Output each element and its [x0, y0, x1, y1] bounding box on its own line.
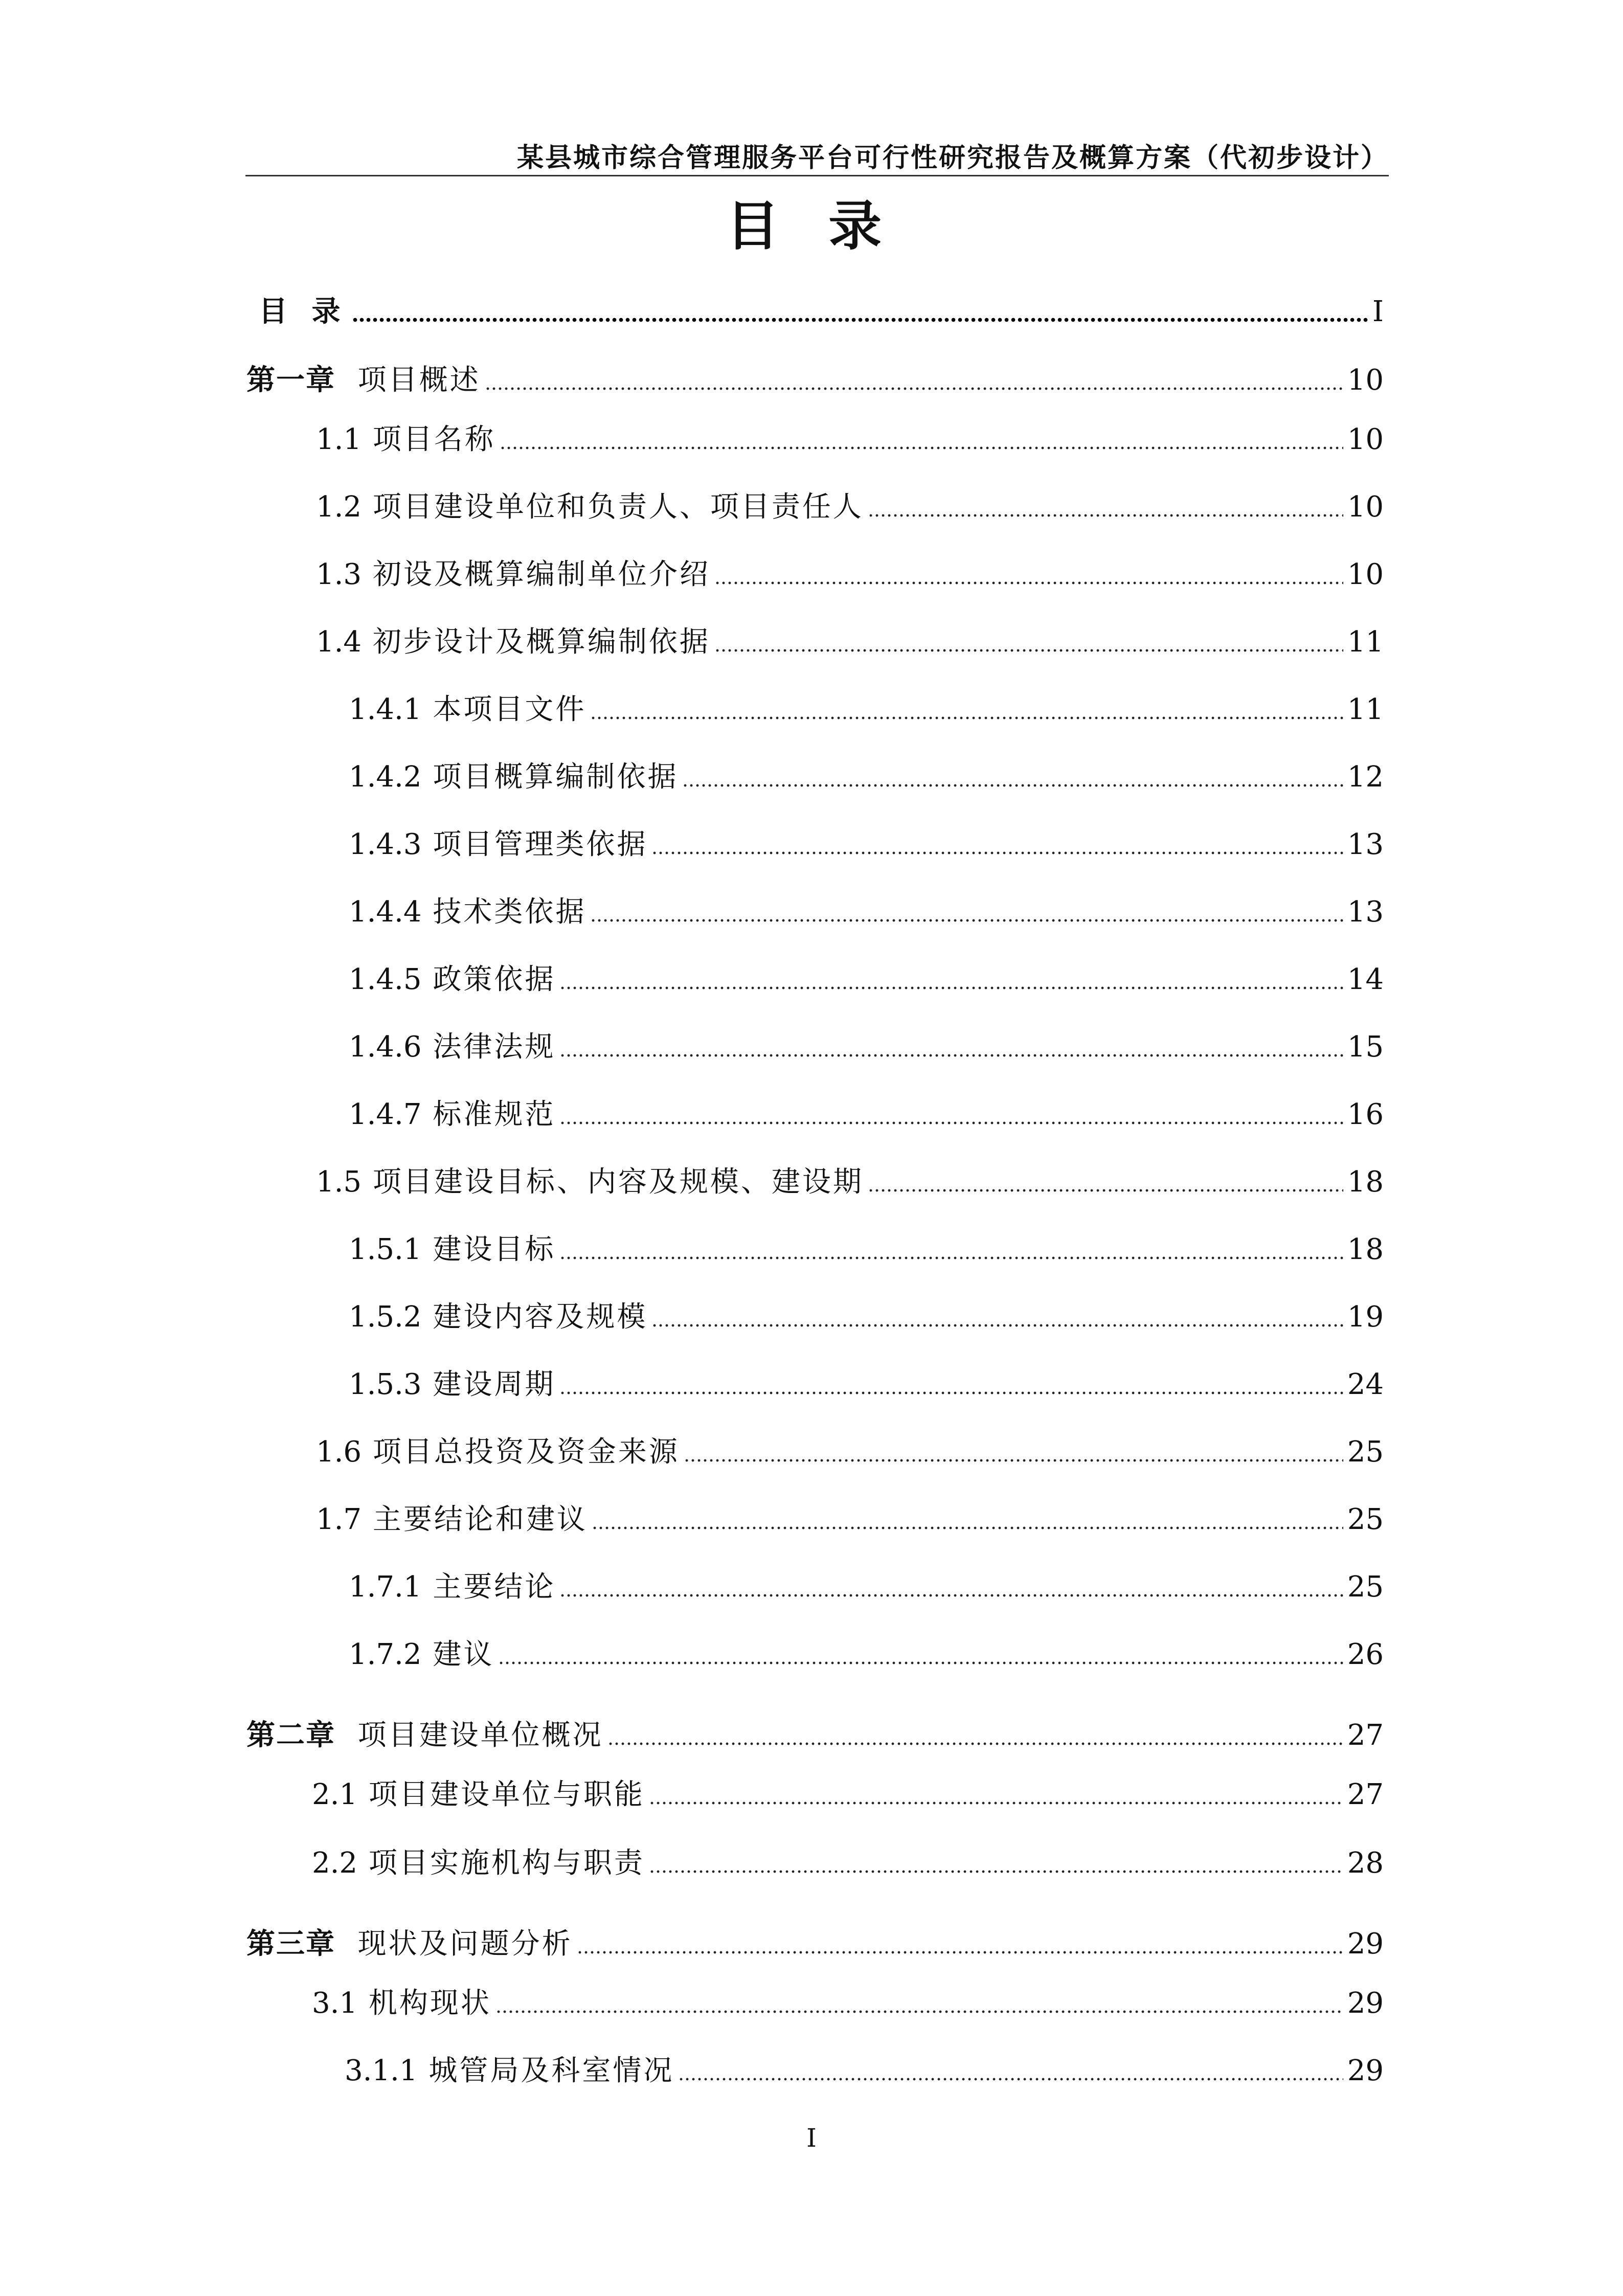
toc-page-number: 19: [1347, 1300, 1384, 1334]
toc-section-title: 主要结论和建议: [372, 1503, 588, 1536]
header-divider: [245, 175, 1389, 176]
toc-row-1-5[interactable]: [316, 1156, 1384, 1197]
toc-leader: [651, 1323, 1343, 1327]
toc-leader: [559, 1391, 1343, 1395]
toc-leader: [500, 446, 1343, 450]
toc-page-number: 14: [1347, 963, 1384, 996]
toc-page-number: 25: [1347, 1435, 1384, 1469]
toc-label: [349, 1030, 556, 1064]
toc-row-1-5-1[interactable]: [349, 1223, 1384, 1264]
toc-section-title: 项目建设单位与职能: [368, 1778, 645, 1811]
toc-section-number: 1.5: [316, 1165, 362, 1199]
toc-section-title: 项目实施机构与职责: [368, 1847, 645, 1880]
toc-chapter-number: 第一章: [246, 364, 335, 397]
toc-leader: [682, 783, 1343, 787]
toc-section-title: 项目总投资及资金来源: [372, 1435, 680, 1469]
toc-section-number: 1.4.2: [349, 760, 422, 794]
toc-leader: [559, 986, 1343, 990]
toc-label: [349, 1100, 555, 1129]
toc-row-1-4-1[interactable]: [349, 683, 1384, 724]
toc-row-1-7[interactable]: [316, 1493, 1384, 1534]
toc-page-number: 15: [1347, 1030, 1384, 1064]
toc-section-title: 项目建设单位和负责人、项目责任人: [372, 490, 864, 524]
toc-section-title: 项目建设目标、内容及规模、建设期: [372, 1165, 864, 1199]
toc-section-number: 1.4.3: [349, 828, 422, 861]
toc-label: 目 录: [259, 295, 348, 328]
toc-label: [316, 425, 495, 454]
toc-page-number: 25: [1347, 1503, 1384, 1536]
toc-label: [312, 1849, 645, 1878]
toc-row-chapter-2[interactable]: [246, 1709, 1384, 1750]
toc-section-title: 法律法规: [433, 1030, 556, 1064]
toc-label: [316, 560, 710, 589]
toc-page-number: I: [1372, 295, 1384, 328]
footer-page-number: I: [806, 2123, 817, 2153]
toc-leader: [485, 387, 1343, 391]
toc-row-1-4-2[interactable]: [349, 751, 1384, 792]
toc-leader: [352, 318, 1368, 322]
toc-page-number: 26: [1347, 1638, 1384, 1671]
toc-label: [246, 366, 481, 395]
toc-label: [316, 625, 710, 659]
toc-row-1-7-1[interactable]: [349, 1561, 1384, 1602]
toc-section-title: 标准规范: [433, 1098, 556, 1131]
toc-label: [316, 1435, 680, 1469]
toc-row-2-1[interactable]: [312, 1768, 1384, 1809]
toc-leader: [649, 1870, 1343, 1874]
toc-section-number: 1.4.7: [349, 1098, 422, 1131]
toc-leader: [649, 1801, 1343, 1805]
toc-leader: [559, 1121, 1343, 1125]
toc-label: [349, 1300, 648, 1334]
toc-section-number: 1.5.2: [349, 1300, 422, 1334]
toc-section-title: 主要结论: [433, 1570, 556, 1604]
toc-page-number: 10: [1347, 423, 1384, 456]
toc-row-2-2[interactable]: [312, 1837, 1384, 1878]
toc-row-1-4-3[interactable]: [349, 818, 1384, 859]
toc-leader: [590, 716, 1343, 720]
toc-leader: [498, 1661, 1343, 1665]
toc-section-title: 政策依据: [433, 963, 556, 996]
toc-row-1-4-4[interactable]: [349, 886, 1384, 927]
toc-section-number: 1.4.6: [349, 1030, 422, 1064]
toc-row-1-5-3[interactable]: [349, 1358, 1384, 1399]
page-title: 目 录: [726, 195, 897, 257]
toc-section-number: 3.1: [312, 1987, 358, 2020]
toc-section-number: 1.7.1: [349, 1570, 422, 1604]
toc-section-number: 3.1.1: [345, 2054, 418, 2087]
toc-label: [349, 895, 587, 929]
toc-page-number: 28: [1347, 1847, 1384, 1880]
toc-section-title: 初步设计及概算编制依据: [372, 625, 710, 659]
toc-section-number: 1.7.2: [349, 1638, 422, 1671]
toc-row-chapter-3[interactable]: [246, 1918, 1384, 1959]
toc-row-1-4-6[interactable]: [349, 1021, 1384, 1062]
toc-page-number: 10: [1347, 490, 1384, 524]
toc-page-number: 29: [1347, 1927, 1384, 1961]
toc-label: [349, 965, 555, 994]
toc-leader: [607, 1742, 1343, 1746]
toc-leader: [559, 1593, 1343, 1597]
toc-section-number: 1.5.1: [349, 1233, 422, 1266]
toc-label: [345, 2054, 674, 2087]
running-header: 某县城市综合管理服务平台可行性研究报告及概算方案（代初步设计）: [516, 142, 1389, 173]
toc-page-number: 16: [1347, 1098, 1384, 1131]
toc-label: [349, 1570, 556, 1604]
toc-leader: [590, 918, 1343, 922]
toc-section-title: 建设内容及规模: [433, 1300, 648, 1334]
toc-page-number: 11: [1347, 693, 1384, 726]
toc-label: [349, 830, 647, 859]
toc-section-number: 1.1: [316, 423, 362, 456]
toc-label: [349, 760, 679, 794]
toc-row-1-3[interactable]: [316, 548, 1384, 589]
toc-section-number: 1.4.4: [349, 895, 422, 929]
toc-leader: [495, 2010, 1343, 2014]
toc-leader: [714, 648, 1343, 652]
toc-section-number: 1.4: [316, 625, 362, 659]
toc-section-title: 项目概算编制依据: [433, 760, 679, 794]
toc-page-number: 29: [1347, 2054, 1384, 2087]
toc-label: [349, 1235, 555, 1264]
toc-chapter-title: 项目建设单位概况: [357, 1719, 603, 1752]
toc-row-1-4-7[interactable]: [349, 1088, 1384, 1129]
toc-row-1-2[interactable]: [316, 481, 1384, 522]
toc-chapter-title: 现状及问题分析: [357, 1927, 573, 1961]
toc-chapter-number: 第三章: [246, 1927, 335, 1961]
toc-leader: [577, 1950, 1343, 1954]
toc-leader: [678, 2077, 1343, 2081]
toc-label: [316, 1505, 588, 1534]
toc-section-number: 1.6: [316, 1435, 362, 1469]
toc-leader: [684, 1458, 1343, 1462]
toc-section-title: 城管局及科室情况: [429, 2054, 674, 2087]
toc-page-number: 18: [1347, 1233, 1384, 1266]
toc-section-number: 1.4.1: [349, 693, 422, 726]
toc-label: [246, 1927, 573, 1961]
toc-page-number: 24: [1347, 1368, 1384, 1401]
toc-leader: [651, 851, 1343, 855]
toc-page-number: 27: [1347, 1778, 1384, 1811]
toc-section-number: 1.3: [316, 558, 362, 591]
toc-label: [349, 695, 586, 724]
toc-section-title: 机构现状: [368, 1987, 491, 2020]
toc-row-3-1[interactable]: [312, 1977, 1384, 2018]
toc-row-1-6[interactable]: [316, 1426, 1384, 1467]
toc-label: [312, 1778, 645, 1811]
toc-page-number: 25: [1347, 1570, 1384, 1604]
toc-row-1-7-2[interactable]: [349, 1628, 1384, 1669]
toc-row-1-1[interactable]: [316, 413, 1384, 454]
toc-section-number: 1.2: [316, 490, 362, 524]
toc-section-title: 本项目文件: [433, 693, 587, 726]
toc-label: [316, 1165, 864, 1199]
toc-section-number: 2.2: [312, 1847, 358, 1880]
toc-section-title: 初设及概算编制单位介绍: [372, 558, 710, 591]
toc-section-title: 项目名称: [372, 423, 495, 456]
toc-section-title: 项目管理类依据: [433, 828, 648, 861]
toc-row-1-4[interactable]: [316, 616, 1384, 657]
toc-chapter-title: 项目概述: [357, 364, 481, 397]
toc-leader: [868, 1188, 1343, 1192]
toc-leader: [559, 1053, 1343, 1057]
toc-section-title: 技术类依据: [433, 895, 587, 929]
toc-page-number: 13: [1347, 895, 1384, 929]
toc-row-contents[interactable]: [259, 285, 1384, 326]
toc-row-1-4-5[interactable]: [349, 953, 1384, 994]
toc-section-title: 建议: [433, 1638, 494, 1671]
toc-section-number: 1.5.3: [349, 1368, 422, 1401]
toc-label: [312, 1989, 491, 2018]
toc-page-number: 11: [1347, 625, 1384, 659]
toc-label: [316, 490, 864, 524]
toc-leader: [559, 1256, 1343, 1260]
toc-section-title: 建设目标: [433, 1233, 556, 1266]
toc-label: [349, 1640, 494, 1669]
toc-label: [349, 1370, 555, 1399]
toc-leader: [714, 581, 1343, 585]
toc-page-number: 10: [1347, 364, 1384, 397]
toc-row-1-5-2[interactable]: [349, 1291, 1384, 1332]
toc-section-number: 1.4.5: [349, 963, 422, 996]
toc-chapter-number: 第二章: [246, 1719, 335, 1752]
toc-row-3-1-1[interactable]: [345, 2044, 1384, 2085]
toc-page-number: 27: [1347, 1719, 1384, 1752]
toc-leader: [868, 513, 1343, 517]
toc-section-title: 建设周期: [433, 1368, 556, 1401]
toc-page-number: 18: [1347, 1165, 1384, 1199]
toc-page-number: 10: [1347, 558, 1384, 591]
toc-page-number: 13: [1347, 828, 1384, 861]
toc-leader: [592, 1526, 1343, 1530]
toc-page-number: 12: [1347, 760, 1384, 794]
toc-page-number: 29: [1347, 1987, 1384, 2020]
toc-row-chapter-1[interactable]: [246, 354, 1384, 395]
toc-label: [246, 1721, 603, 1750]
toc-section-number: 1.7: [316, 1503, 362, 1536]
toc-section-number: 2.1: [312, 1778, 358, 1811]
